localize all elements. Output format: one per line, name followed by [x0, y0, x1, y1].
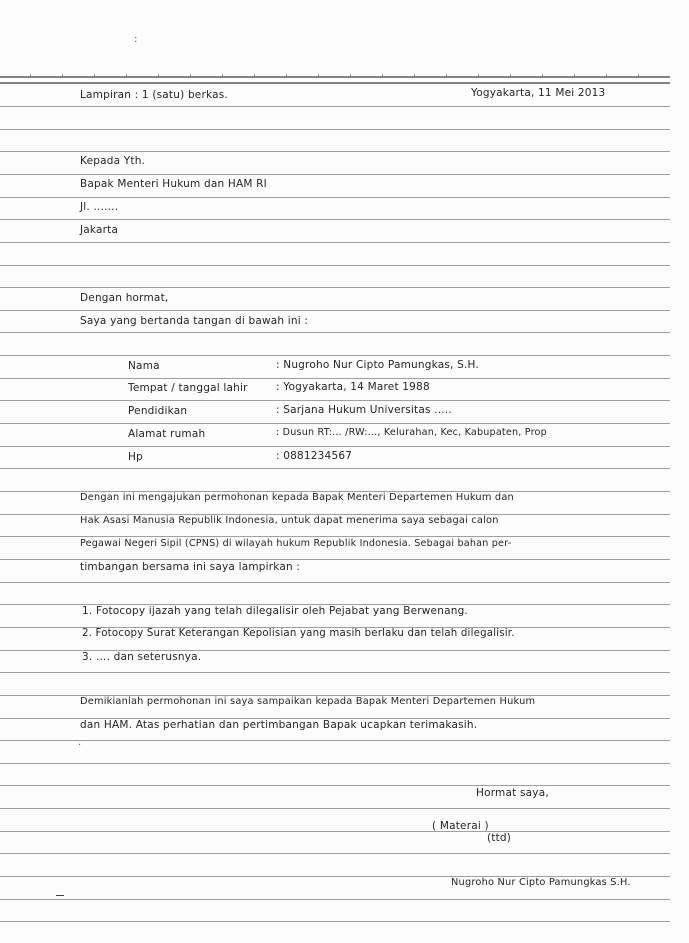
ruled-line	[0, 106, 670, 107]
ruled-line	[0, 672, 670, 673]
intro-line: Saya yang bertanda tangan di bawah ini :	[80, 315, 309, 327]
field-label-pendidikan: Pendidikan	[128, 405, 188, 417]
place-date: Yogyakarta, 11 Mei 2013	[471, 87, 606, 99]
ruled-line	[0, 265, 670, 266]
ruled-line	[0, 740, 670, 741]
recipient-line-2: Bapak Menteri Hukum dan HAM RI	[80, 178, 267, 190]
ruled-line	[0, 446, 670, 447]
ruled-line	[0, 785, 670, 786]
attachment-item-1: 1. Fotocopy ijazah yang telah dilegalisir oleh Pejabat yang Berwenang.	[82, 605, 468, 617]
field-value-pendidikan: : Sarjana Hukum Universitas .....	[276, 404, 452, 416]
signature-greeting: Hormat saya,	[476, 787, 549, 799]
ruled-line	[0, 310, 670, 311]
ruled-line	[0, 763, 670, 764]
ruled-line	[0, 921, 670, 922]
ruled-line	[0, 559, 670, 560]
top-rule-second	[0, 82, 670, 84]
field-label-alamat: Alamat rumah	[128, 428, 206, 440]
field-value-hp: : 0881234567	[276, 450, 353, 462]
body-line-4: timbangan bersama ini saya lampirkan :	[80, 561, 301, 573]
closing-line-1: Demikianlah permohonan ini saya sampaikan kepada Bapak Menteri Departemen Hukum	[80, 696, 536, 707]
ruled-line	[0, 287, 670, 288]
signature-stamp: ( Materai )	[432, 820, 489, 832]
ruled-line	[0, 400, 670, 401]
ruled-line	[0, 468, 670, 469]
ruled-line	[0, 332, 670, 333]
ruled-line	[0, 355, 670, 356]
ruled-line	[0, 808, 670, 809]
field-value-ttl: : Yogyakarta, 14 Maret 1988	[276, 381, 430, 393]
field-value-alamat: : Dusun RT:... /RW:..., Kelurahan, Kec, Kabupaten, Prop	[276, 427, 547, 438]
ruled-line	[0, 582, 670, 583]
attachment-line: Lampiran : 1 (satu) berkas.	[80, 89, 228, 101]
signature-ttd: (ttd)	[487, 832, 512, 844]
ruled-line	[0, 423, 670, 424]
salutation: Dengan hormat,	[80, 292, 169, 304]
top-rule	[0, 76, 670, 78]
ruled-line	[0, 151, 670, 152]
body-line-2: Hak Asasi Manusia Republik Indonesia, untuk dapat menerima saya sebagai calon	[80, 515, 499, 526]
attachment-item-3: 3. .... dan seterusnya.	[82, 651, 202, 663]
ruled-line	[0, 219, 670, 220]
ruled-line	[0, 831, 670, 832]
attachment-item-2: 2. Fotocopy Surat Keterangan Kepolisian yang masih berlaku dan telah dilegalisir.	[82, 628, 515, 639]
ruled-line	[0, 853, 670, 854]
field-label-nama: Nama	[128, 360, 160, 372]
ruled-line	[0, 197, 670, 198]
ruled-line	[0, 129, 670, 130]
recipient-line-4: Jakarta	[80, 224, 119, 236]
stray-colon-mark: :	[134, 34, 138, 45]
field-value-nama: : Nugroho Nur Cipto Pamungkas, S.H.	[276, 359, 479, 371]
signature-name: Nugroho Nur Cipto Pamungkas S.H.	[451, 877, 631, 888]
ruled-line	[0, 899, 670, 900]
ruled-line	[0, 378, 670, 379]
recipient-line-3: Jl. .......	[80, 201, 119, 213]
ruled-line	[0, 242, 670, 243]
field-label-ttl: Tempat / tanggal lahir	[128, 382, 248, 394]
ruled-line	[0, 536, 670, 537]
stray-dash-mark	[56, 895, 64, 896]
ruled-line	[0, 174, 670, 175]
stray-dot-mark: ·	[78, 740, 82, 751]
field-label-hp: Hp	[128, 451, 143, 463]
body-line-1: Dengan ini mengajukan permohonan kepada Bapak Menteri Departemen Hukum dan	[80, 492, 514, 503]
body-line-3: Pegawai Negeri Sipil (CPNS) di wilayah hukum Republik Indonesia. Sebagai bahan per-	[80, 538, 512, 549]
closing-line-2: dan HAM. Atas perhatian dan pertimbangan Bapak ucapkan terimakasih.	[80, 719, 478, 731]
recipient-line-1: Kepada Yth.	[80, 155, 146, 167]
